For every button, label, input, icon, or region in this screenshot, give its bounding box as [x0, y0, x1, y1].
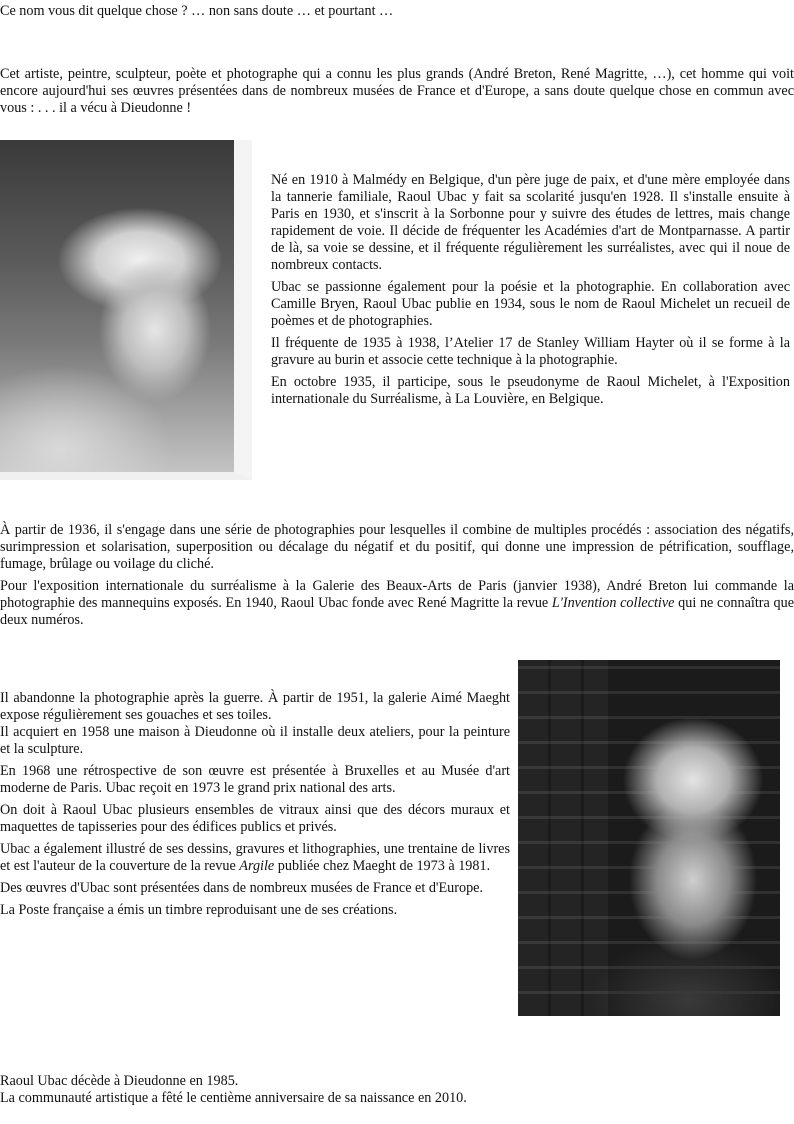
intro-paragraph: Cet artiste, peintre, sculpteur, poète et photographe qui a connu les plus grands (André Breton, René Magritte, …), cet homme qui voit encore aujourd'hui ses œuvres présentées dans de nombreux musées de France et d'Europe, a sans doute quelque chose en commun avec vous : . . . il a vécu à Dieudonne !: [0, 66, 794, 116]
biography-paragraph: Il fréquente de 1935 à 1938, l’Atelier 17 de Stanley William Hayter où il se forme à la gravure au burin et associe cette technique à la photographie.: [271, 335, 790, 368]
career-paragraph: [0, 841, 510, 875]
career-paragraph: On doit à Raoul Ubac plusieurs ensembles de vitraux ainsi que des décors muraux et maquettes de tapisseries pour des édifices publics et privés.: [0, 802, 510, 835]
closing-section: [0, 1073, 794, 1107]
photography-paragraph: À partir de 1936, il s'engage dans une série de photographies pour lesquelles il combine de multiples procédés : association des négatifs, surimpression et solarisation, superposition ou décalage du négatif et du positif, qui donne une impression de pétrification, soufflage, fumage, brûlage ou voilage du cliché.: [0, 522, 794, 572]
biography-paragraph: Ubac se passionne également pour la poésie et la photographie. En collaboration avec Camille Bryen, Raoul Ubac publie en 1934, sous le nom de Raoul Michelet un recueil de poèmes et de photographies.: [271, 279, 790, 329]
biography-early-section: [271, 172, 790, 408]
text-span: publiée chez Maeght de 1973 à 1981.: [274, 858, 491, 874]
career-paragraph: Des œuvres d'Ubac sont présentées dans de nombreux musées de France et d'Europe.: [0, 880, 484, 896]
biography-paragraph: Né en 1910 à Malmédy en Belgique, d'un père juge de paix, et d'une mère employée dans la tannerie familiale, Raoul Ubac y fait sa scolarité jusqu'en 1928. Il s'installe ensuite à Paris en 1930, et s'inscrit à la Sorbonne pour y suivre des études de lettres, mais change rapidement de voie. Il décide de fréquenter les Académies d'art de Montparnasse. A partir de là, sa voie se dessine, et il fréquente régulièrement les surréalistes, avec qui il noue de nombreux contacts.: [271, 172, 790, 273]
career-paragraph: La Poste française a émis un timbre reproduisant une de ses créations.: [0, 902, 398, 918]
career-paragraph: Il abandonne la photographie après la guerre. À partir de 1951, la galerie Aimé Maeght expose régulièrement ses gouaches et ses toiles.: [0, 690, 510, 723]
later-career-section: [0, 690, 510, 919]
career-paragraph: En 1968 une rétrospective de son œuvre est présentée à Bruxelles et au Musée d'art moderne de Paris. Ubac reçoit en 1973 le grand prix national des arts.: [0, 763, 510, 796]
text-span: Ubac a également illustré de ses dessins, gravures et lithographies, une trentaine de livres et est l'auteur de la couverture de la revue: [0, 841, 510, 874]
portrait-photo-older: [518, 660, 780, 1016]
intro-line: Ce nom vous dit quelque chose ? … non sans doute … et pourtant …: [0, 3, 394, 19]
review-title: L'Invention collective: [551, 595, 675, 611]
photography-paragraph: [0, 578, 794, 629]
career-paragraph: Il acquiert en 1958 une maison à Dieudonne où il installe deux ateliers, pour la peinture et la sculpture.: [0, 724, 510, 757]
text-span: Pour l'exposition internationale du surréalisme à la Galerie des Beaux-Arts de Paris (janvier 1938), André Breton lui commande la photographie des mannequins exposés. En 1940, Raoul Ubac fonde avec René Magritte la revue: [0, 578, 794, 611]
photography-section: [0, 522, 794, 629]
portrait-photo-young: [0, 140, 252, 480]
review-title: Argile: [239, 858, 275, 874]
closing-line: La communauté artistique a fêté le centième anniversaire de sa naissance en 2010.: [0, 1090, 467, 1106]
text-span: qui ne connaîtra que deux numéros.: [0, 595, 794, 628]
closing-line: Raoul Ubac décède à Dieudonne en 1985.: [0, 1073, 239, 1089]
biography-paragraph: En octobre 1935, il participe, sous le pseudonyme de Raoul Michelet, à l'Exposition internationale du Surréalisme, à La Louvière, en Belgique.: [271, 374, 790, 407]
